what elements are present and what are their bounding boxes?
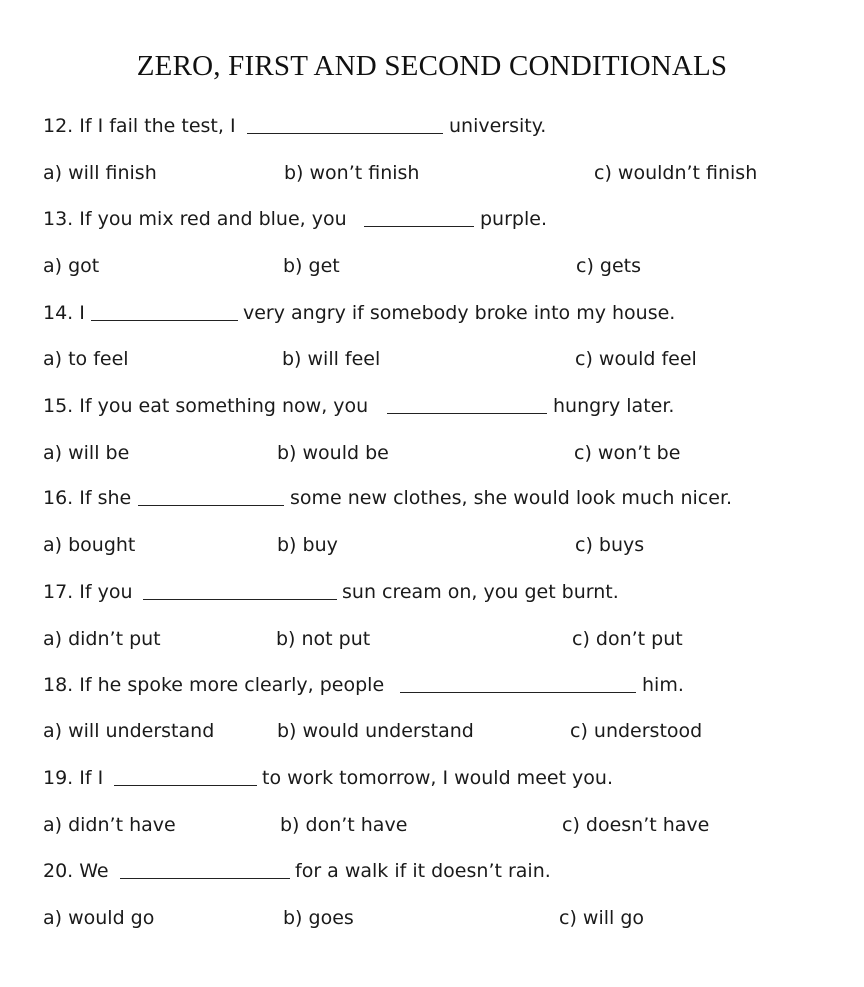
question-15-stem-start: 15. If you eat something now, you xyxy=(43,395,369,417)
question-13-blank[interactable] xyxy=(364,226,474,227)
question-15-option-a[interactable]: a) will be xyxy=(43,442,130,464)
question-17-stem-end: sun cream on, you get burnt. xyxy=(342,581,619,603)
question-14-option-a[interactable]: a) to feel xyxy=(43,348,129,370)
worksheet-title: ZERO, FIRST AND SECOND CONDITIONALS xyxy=(136,50,728,82)
question-14-option-c[interactable]: c) would feel xyxy=(575,348,697,370)
question-13-stem-end: purple. xyxy=(480,208,547,230)
question-12-option-c[interactable]: c) wouldn’t finish xyxy=(594,162,758,184)
question-14-blank[interactable] xyxy=(91,320,238,321)
question-19-option-b[interactable]: b) don’t have xyxy=(280,814,408,836)
question-16-option-c[interactable]: c) buys xyxy=(575,534,645,556)
question-17-option-b[interactable]: b) not put xyxy=(276,628,371,650)
question-18-option-b[interactable]: b) would understand xyxy=(277,720,474,742)
question-15-option-c[interactable]: c) won’t be xyxy=(574,442,681,464)
question-12-stem-start: 12. If I fail the test, I xyxy=(43,115,236,137)
question-19-stem-end: to work tomorrow, I would meet you. xyxy=(262,767,614,789)
question-14-option-b[interactable]: b) will feel xyxy=(282,348,381,370)
question-19-option-c[interactable]: c) doesn’t have xyxy=(562,814,710,836)
question-12-blank[interactable] xyxy=(247,133,443,134)
question-13-option-c[interactable]: c) gets xyxy=(576,255,641,277)
question-15-stem-end: hungry later. xyxy=(553,395,675,417)
question-15-option-b[interactable]: b) would be xyxy=(277,442,389,464)
question-13-stem-start: 13. If you mix red and blue, you xyxy=(43,208,347,230)
question-16-option-a[interactable]: a) bought xyxy=(43,534,136,556)
question-16-stem-end: some new clothes, she would look much nicer. xyxy=(290,487,733,509)
question-17-option-a[interactable]: a) didn’t put xyxy=(43,628,161,650)
question-20-option-a[interactable]: a) would go xyxy=(43,907,155,929)
question-13-option-b[interactable]: b) get xyxy=(283,255,340,277)
question-17-blank[interactable] xyxy=(143,599,337,600)
question-17-stem-start: 17. If you xyxy=(43,581,133,603)
question-12-option-a[interactable]: a) will finish xyxy=(43,162,157,184)
question-18-option-c[interactable]: c) understood xyxy=(570,720,703,742)
question-13-option-a[interactable]: a) got xyxy=(43,255,100,277)
question-20-option-b[interactable]: b) goes xyxy=(283,907,354,929)
question-18-blank[interactable] xyxy=(400,692,636,693)
question-18-stem-start: 18. If he spoke more clearly, people xyxy=(43,674,385,696)
question-16-blank[interactable] xyxy=(138,505,284,506)
question-20-option-c[interactable]: c) will go xyxy=(559,907,644,929)
question-19-option-a[interactable]: a) didn’t have xyxy=(43,814,176,836)
question-18-option-a[interactable]: a) will understand xyxy=(43,720,215,742)
question-16-stem-start: 16. If she xyxy=(43,487,132,509)
question-19-blank[interactable] xyxy=(114,785,257,786)
question-20-stem-start: 20. We xyxy=(43,860,109,882)
question-20-stem-end: for a walk if it doesn’t rain. xyxy=(295,860,551,882)
question-14-stem-end: very angry if somebody broke into my house. xyxy=(243,302,676,324)
question-18-stem-end: him. xyxy=(642,674,684,696)
question-20-blank[interactable] xyxy=(120,878,290,879)
question-16-option-b[interactable]: b) buy xyxy=(277,534,338,556)
question-15-blank[interactable] xyxy=(387,413,547,414)
question-19-stem-start: 19. If I xyxy=(43,767,104,789)
question-17-option-c[interactable]: c) don’t put xyxy=(572,628,683,650)
question-12-option-b[interactable]: b) won’t finish xyxy=(284,162,420,184)
question-12-stem-end: university. xyxy=(449,115,547,137)
question-14-stem-start: 14. I xyxy=(43,302,85,324)
